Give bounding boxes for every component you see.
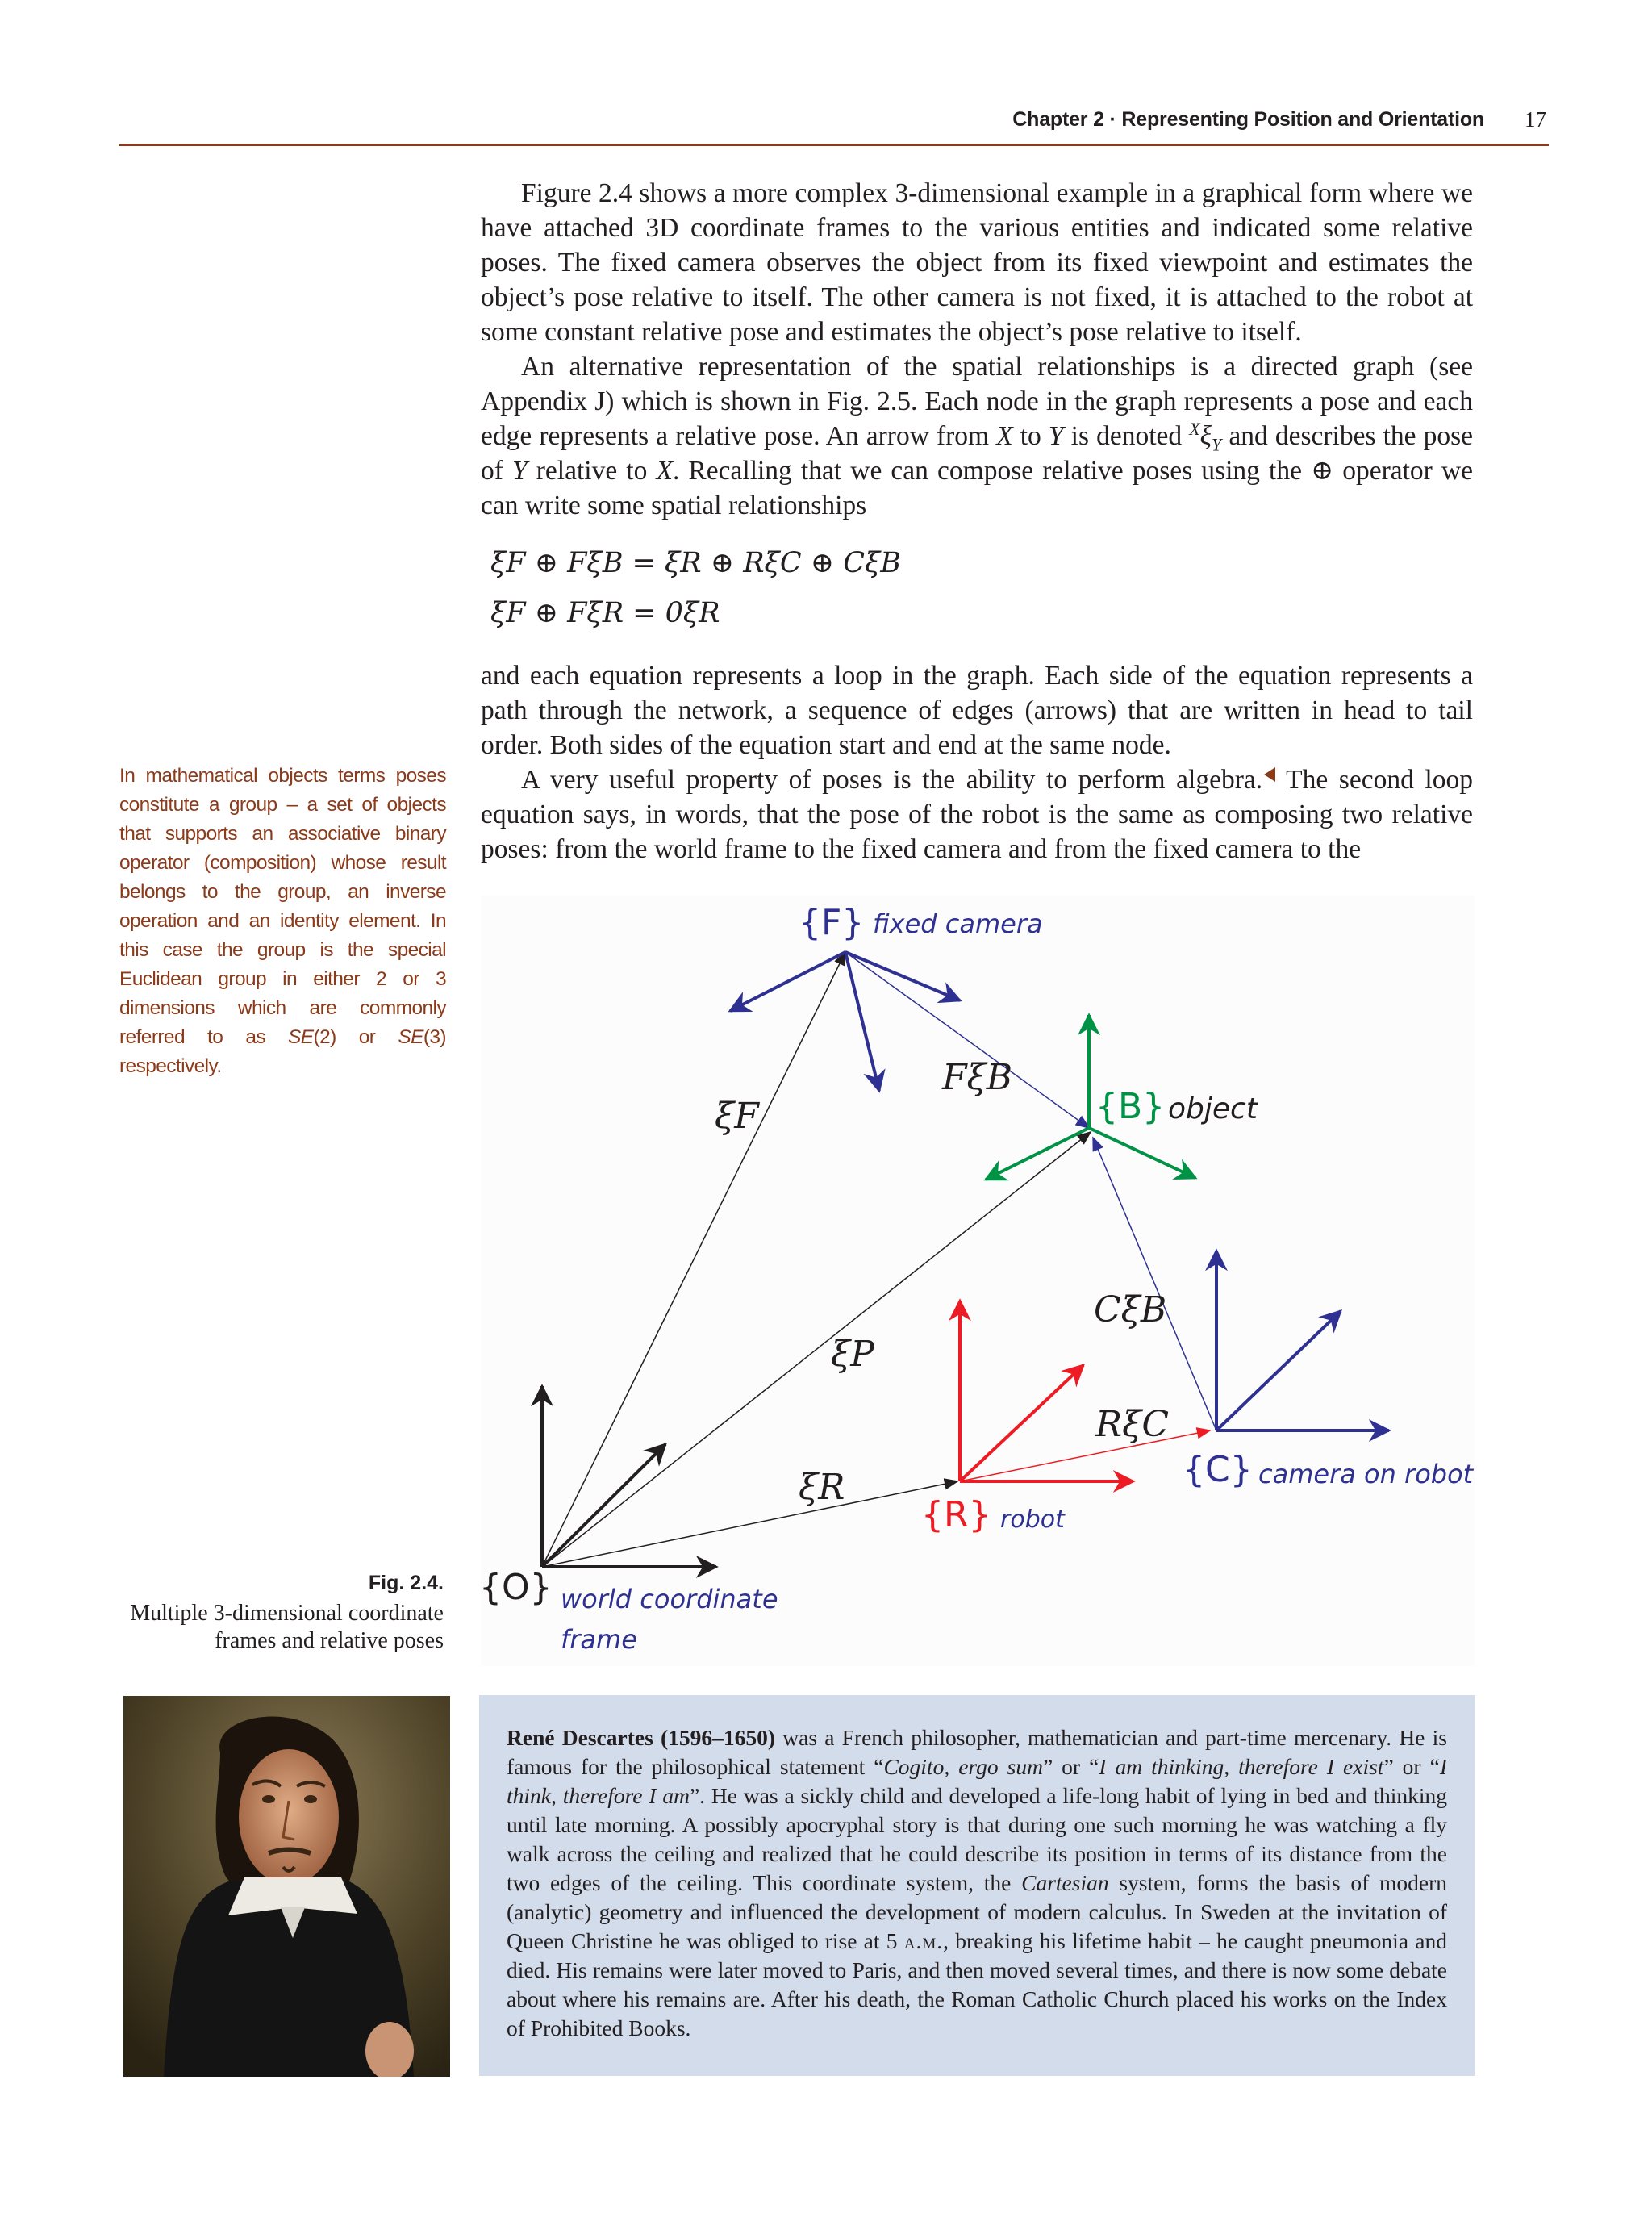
equation-1: ξF ⊕ FξB = ξR ⊕ RξC ⊕ CξB <box>490 547 901 579</box>
bio-text-6: , breaking his lifetime habit – he caught pneumonia and died. His remains were later moved to Paris, and then moved several times, and there is now some debate about where his remains are. After his death, the Roman Catholic Church placed his works on the Index of Prohibited Books. <box>507 1928 1447 2040</box>
descartes-portrait <box>123 1696 450 2077</box>
label-f-xi-b: FξB <box>942 1057 1013 1098</box>
se3-suffix: (3) respectively. <box>119 1026 446 1077</box>
p2-var-y: Y <box>1048 421 1064 451</box>
bio-text-4: ”. He was a sickly child and developed a life-long habit of lying in bed and thinking until late morning. A possibly apocryphal story is that during one such morning he was watching a fly walk across the ceiling and realized that he could describe its position in terms of its distance from the two edges of the ceiling. This coordinate system, the <box>507 1783 1447 1895</box>
p2-sub-y: Y <box>1212 434 1222 455</box>
p4-text-a: A very useful property of poses is the ability to perform algebra. <box>521 765 1263 795</box>
p2-text-e: relative to <box>527 456 657 486</box>
figure-caption <box>105 1572 444 1655</box>
frame-desc-r: robot <box>1000 1506 1065 1534</box>
edge-c-xi-b <box>1093 1138 1216 1430</box>
p2-text-c: is denoted <box>1063 421 1190 451</box>
label-r-xi-c: RξC <box>1095 1404 1170 1445</box>
frame-desc-o-line2: frame <box>561 1624 637 1655</box>
label-c-xi-b: CξB <box>1094 1289 1167 1330</box>
frame-label-o: {O} <box>479 1567 553 1608</box>
p2-text-f: . Recalling that we can compose relative poses using the ⊕ operator we can write some spatial relationships <box>481 456 1474 520</box>
label-xi-f: ξF <box>715 1096 759 1137</box>
frame-desc-b: object <box>1168 1092 1258 1126</box>
frame-label-b: {B} <box>1095 1086 1166 1127</box>
bio-time: a.m. <box>903 1928 944 1953</box>
bio-text-3: ” or “ <box>1383 1754 1440 1779</box>
frame-f-axes <box>730 952 960 1091</box>
figure-label: Fig. 2.4. <box>368 1572 444 1594</box>
frame-label-f: {F} <box>799 902 865 943</box>
bio-text-5: system, forms the basis of modern (analytic) geometry and influenced the development of modern calculus. In Sweden at the invitation of Queen Christine he was obliged to rise at 5 <box>507 1870 1447 1953</box>
paragraph-1: Figure 2.4 shows a more complex 3-dimensional example in a graphical form where we have attached 3D coordinate frames to the various entities and indicated some relative poses. The fixed camera observes the object from its fixed viewpoint and estimates the object’s pose relative to itself. The other camera is not fixed, it is attached to the robot at some constant relative pose and estimates the object’s pose relative to itself. <box>481 178 1473 347</box>
running-header-title: Chapter 2 · Representing Position and Orientation <box>1012 108 1484 131</box>
p2-text-d: and describes the pose of <box>481 421 1473 486</box>
edge-f-xi-b <box>845 952 1089 1128</box>
frame-desc-f: fixed camera <box>873 908 1043 939</box>
figure-caption-text: Multiple 3-dimensional coordinate frames and relative poses <box>130 1601 444 1653</box>
bio-quote-1: Cogito, ergo sum <box>883 1754 1043 1779</box>
bio-cartesian: Cartesian <box>1021 1870 1109 1895</box>
p2-sup-x: X <box>1189 418 1200 439</box>
bio-text-1: was a French philosopher, mathematician and part-time mercenary. He is famous for the philosophical statement “ <box>507 1725 1447 1779</box>
frame-o-axes <box>542 1386 716 1567</box>
equation-2: ξF ⊕ FξR = 0ξR <box>490 597 720 629</box>
bio-text-2: ” or “ <box>1042 1754 1099 1779</box>
p2-text-b: to <box>1012 421 1049 451</box>
bio-quote-2: I am thinking, therefore I exist <box>1099 1754 1384 1779</box>
frame-desc-c: camera on robot <box>1258 1459 1474 1489</box>
se2-symbol: SE <box>288 1026 314 1048</box>
frame-label-c: {C} <box>1183 1449 1253 1490</box>
frame-desc-o-line1: world coordinate <box>561 1584 778 1614</box>
bio-quote-3: I think, therefore I am <box>507 1754 1447 1808</box>
edge-r-xi-c <box>960 1430 1210 1481</box>
biography-text <box>507 1723 1447 2043</box>
margin-note-text: In mathematical objects terms poses constitute a group – a set of objects that supports an associative binary operator (composition) whose result belongs to the group, an inverse operation and an identity element. In this case the group is the special Euclidean group in either 2 or 3 dimensions which are commonly referred to as <box>119 765 446 1048</box>
p2-var-y2: Y <box>512 456 528 486</box>
p2-xi: ξ <box>1199 421 1212 451</box>
se3-symbol: SE <box>398 1026 423 1048</box>
p2-text-a: An alternative representation of the spatial relationships is a directed graph (see Appendix J) which is shown in Fig. 2.5. Each node in the graph represents a pose and each edge represents a relative pose. An arrow from <box>481 352 1473 451</box>
label-xi-r: ξR <box>799 1467 845 1508</box>
edge-xi-r <box>542 1481 957 1567</box>
bio-name: René Descartes (1596–1650) <box>507 1725 776 1750</box>
p4-text-b: The second loop equation says, in words, that the pose of the robot is the same as composing two relative poses: from the world frame to the fixed camera and from the fixed camera to the <box>481 765 1473 864</box>
frame-c-axes <box>1216 1251 1389 1430</box>
p2-var-x: X <box>996 421 1013 451</box>
frame-label-r: {R} <box>921 1494 991 1535</box>
label-xi-p: ξP <box>831 1334 874 1375</box>
biography-box <box>479 1695 1475 2076</box>
page-number: 17 <box>1525 107 1546 132</box>
p2-var-x2: X <box>656 456 673 486</box>
se2-suffix: (2) or <box>313 1026 398 1048</box>
paragraph-3: and each equation represents a loop in the graph. Each side of the equation represents a path through the network, a sequence of edges (arrows) that are written in head to tail order. Both sides of the equation start and end at the same node. <box>481 661 1473 760</box>
